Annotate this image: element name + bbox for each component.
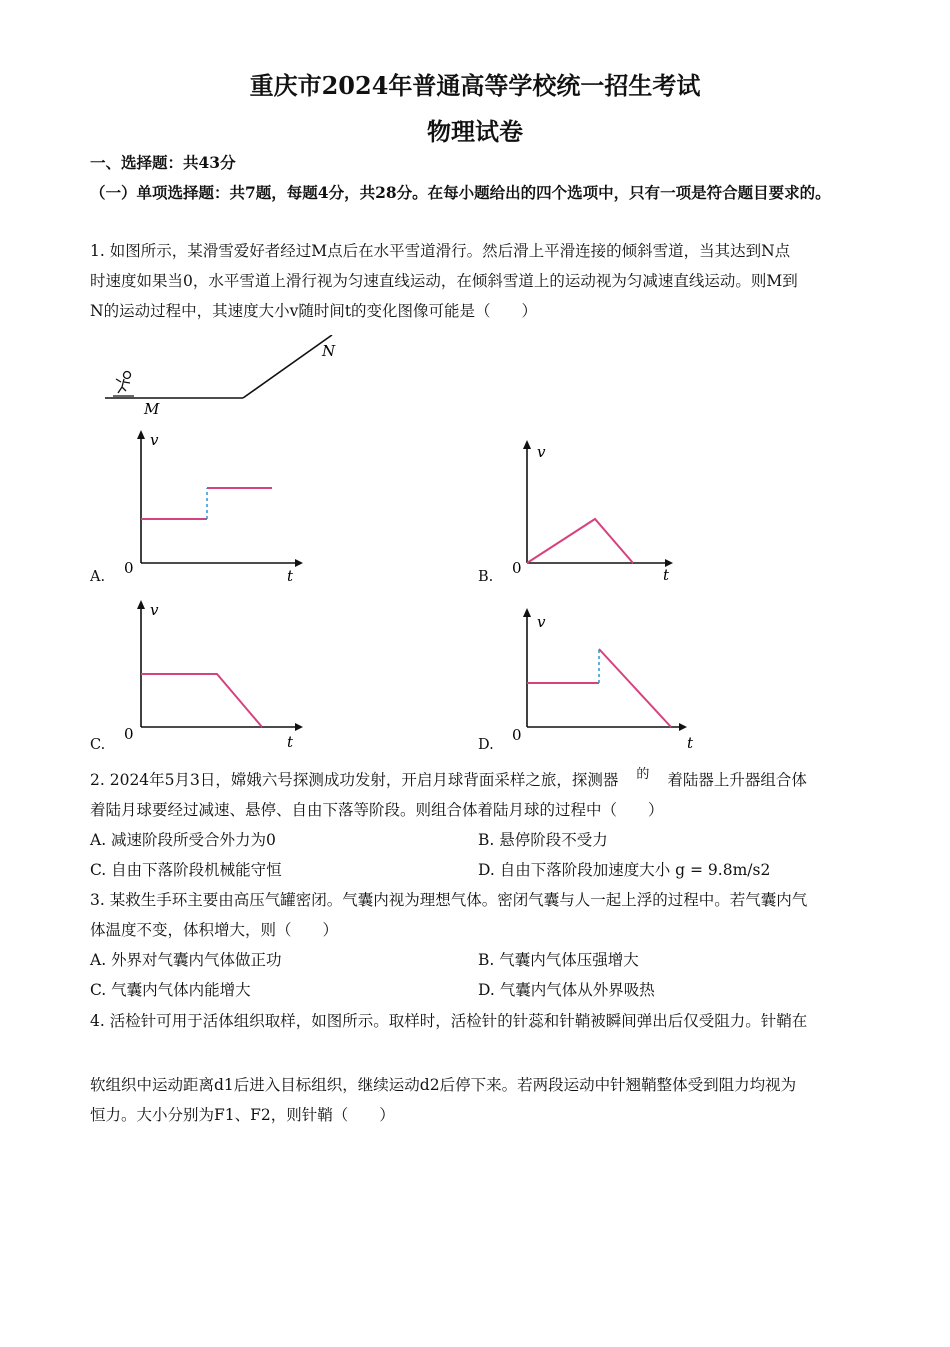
inclined-track bbox=[243, 335, 332, 398]
q2-option-A[interactable]: A. 减速阶段所受合外力为0 bbox=[90, 831, 276, 849]
slope-figure bbox=[100, 335, 350, 420]
section-instructions: （一）单项选择题：共7题，每题4分，共28分。在每小题给出的四个选项中，只有一项是符合题目要求的。 bbox=[90, 183, 831, 202]
q1-line1: 1. 如图所示，某滑雪爱好者经过M点后在水平雪道滑行。然后滑上平滑连接的倾斜雪道，当其达到N点 bbox=[90, 242, 791, 260]
exam-title: 重庆市2024年普通高等学校统一招生考试 bbox=[249, 71, 701, 100]
q2-line2: 着陆月球要经过减速、悬停、自由下落等阶段。则组合体着陆月球的过程中（ ） bbox=[90, 801, 664, 819]
q3-option-C[interactable]: C. 气囊内气体内能增大 bbox=[90, 981, 251, 999]
q2-line1-c: 着陆器上升器组合体 bbox=[667, 771, 807, 789]
origin-label: 0 bbox=[512, 559, 522, 577]
v-label: v bbox=[537, 443, 546, 461]
v-label: v bbox=[150, 601, 159, 619]
t-label: t bbox=[687, 734, 694, 752]
origin-label: 0 bbox=[512, 726, 522, 744]
q4-line2: 软组织中运动距离d1后进入目标组织，继续运动d2后停下来。若两段运动中针翘鞘整体受到阻力均视为 bbox=[90, 1076, 797, 1094]
q2-line1-b: 的 bbox=[636, 767, 650, 782]
speed-curve-decline bbox=[599, 649, 671, 727]
q3-option-D[interactable]: D. 气囊内气体从外界吸热 bbox=[478, 981, 655, 999]
v-axis-arrow bbox=[137, 430, 145, 439]
skier-icon bbox=[113, 372, 134, 397]
graph-B bbox=[505, 435, 705, 585]
q3-line2: 体温度不变，体积增大，则（ ） bbox=[90, 921, 339, 939]
graph-A bbox=[115, 425, 315, 585]
q2-option-D[interactable]: D. 自由下落阶段加速度大小 g = 9.8m/s2 bbox=[478, 861, 771, 879]
t-axis-arrow bbox=[295, 559, 303, 567]
q2-line1-a: 2. 2024年5月3日，嫦娥六号探测成功发射，开启月球背面采样之旅，探测器 bbox=[90, 771, 619, 789]
origin-label: 0 bbox=[124, 725, 134, 743]
q1-text bbox=[90, 236, 862, 326]
option-B-label[interactable]: B. bbox=[478, 569, 494, 585]
v-label: v bbox=[537, 613, 546, 631]
q2-option-B[interactable]: B. 悬停阶段不受力 bbox=[478, 831, 608, 849]
label-M: M bbox=[144, 400, 160, 418]
t-label: t bbox=[663, 566, 670, 584]
q4-line3: 恒力。大小分别为F1、F2，则针鞘（ ） bbox=[90, 1106, 395, 1124]
option-D-label[interactable]: D. bbox=[478, 737, 494, 753]
v-axis-arrow bbox=[523, 440, 531, 449]
q1-line3: N的运动过程中，其速度大小v随时间t的变化图像可能是（ ） bbox=[90, 302, 538, 320]
origin-label: 0 bbox=[124, 559, 134, 577]
t-axis-arrow bbox=[295, 723, 303, 731]
v-label: v bbox=[150, 431, 159, 449]
option-A-label[interactable]: A. bbox=[90, 569, 106, 585]
option-C-label[interactable]: C. bbox=[90, 737, 106, 753]
label-N: N bbox=[322, 342, 336, 360]
speed-curve bbox=[141, 674, 262, 727]
q4-line1: 4. 活检针可用于活体组织取样，如图所示。取样时，活检针的针蕊和针鞘被瞬间弹出后仅受阻力。针鞘在 bbox=[90, 1012, 808, 1030]
exam-subtitle: 物理试卷 bbox=[427, 117, 523, 146]
t-label: t bbox=[287, 733, 294, 751]
section-heading: 一、选择题：共43分 bbox=[90, 153, 236, 172]
q3-option-B[interactable]: B. 气囊内气体压强增大 bbox=[478, 951, 639, 969]
v-axis-arrow bbox=[523, 608, 531, 617]
v-axis-arrow bbox=[137, 600, 145, 609]
t-label: t bbox=[287, 567, 294, 585]
q3-option-A[interactable]: A. 外界对气囊内气体做正功 bbox=[90, 951, 282, 969]
q1-line2: 时速度如果当0，水平雪道上滑行视为匀速直线运动，在倾斜雪道上的运动视为匀减速直线运动。则M到 bbox=[90, 272, 798, 290]
q2-option-C[interactable]: C. 自由下落阶段机械能守恒 bbox=[90, 861, 282, 879]
q3-line1: 3. 某救生手环主要由高压气罐密闭。气囊内视为理想气体。密闭气囊与人一起上浮的过程中。若气囊内气 bbox=[90, 891, 808, 909]
q2-line1 bbox=[90, 765, 862, 797]
graph-C bbox=[115, 595, 315, 755]
t-axis-arrow bbox=[679, 723, 687, 731]
speed-curve bbox=[527, 519, 633, 563]
graph-D bbox=[505, 605, 705, 755]
